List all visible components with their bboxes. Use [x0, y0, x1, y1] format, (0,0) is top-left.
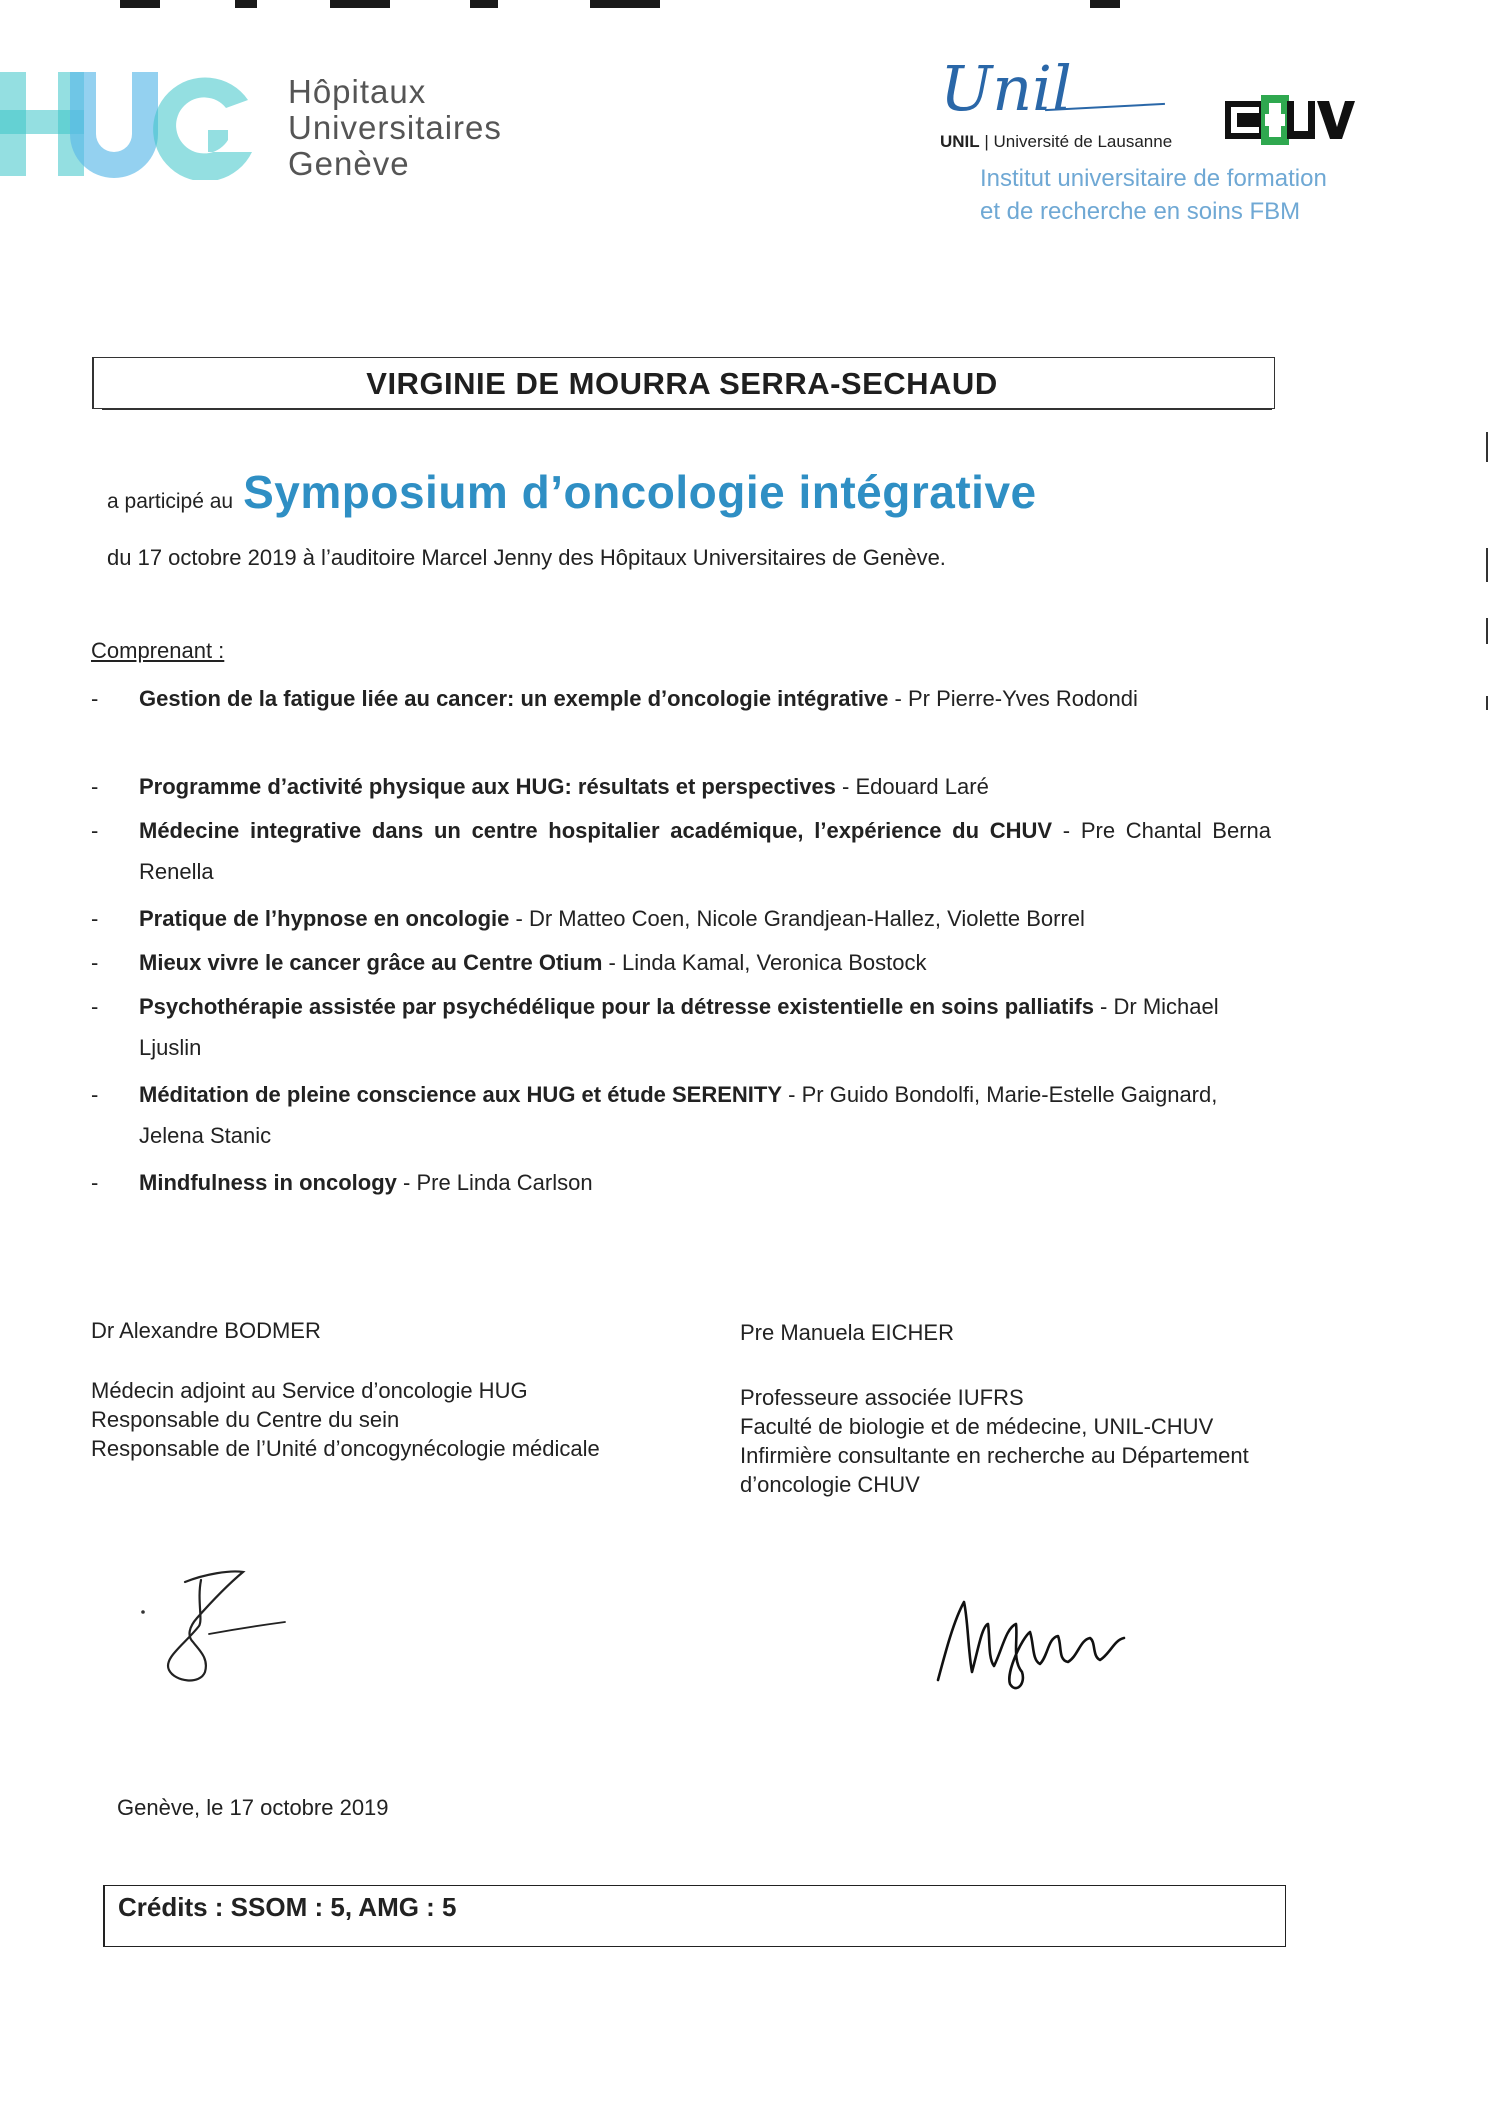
program-item-title: Psychothérapie assistée par psychédélique pour la détresse existentielle en soins palliatifs	[139, 994, 1094, 1019]
list-dash: -	[91, 774, 99, 799]
list-dash: -	[91, 686, 99, 711]
program-item: - Psychothérapie assistée par psychédélique pour la détresse existentielle en soins palliatifs - Dr Michael Ljuslin	[91, 986, 1271, 1068]
participant-name: VIRGINIE DE MOURRA SERRA-SECHAUD	[366, 366, 998, 401]
program-item-speakers: Dr Michael Ljuslin	[139, 994, 1219, 1060]
program-item-title: Pratique de l’hypnose en oncologie	[139, 906, 510, 931]
unil-label	[940, 132, 1172, 152]
event-dateline: du 17 octobre 2019 à l’auditoire Marcel Jenny des Hôpitaux Universitaires de Genève.	[107, 545, 946, 570]
list-dash: -	[91, 950, 99, 975]
program-item-title: Mindfulness in oncology	[139, 1170, 397, 1195]
event-title: Symposium d’oncologie intégrative	[243, 466, 1037, 518]
credits-text: Crédits : SSOM : 5, AMG : 5	[118, 1892, 457, 1922]
program-item: - Pratique de l’hypnose en oncologie - Dr Matteo Coen, Nicole Grandjean-Hallez, Violette Borrel	[91, 898, 1271, 939]
program-item: - Mieux vivre le cancer grâce au Centre Otium - Linda Kamal, Veronica Bostock	[91, 942, 1271, 983]
scan-artifact	[1090, 0, 1120, 8]
event-intro: a participé au	[107, 490, 234, 513]
unil-script-logo: Unil	[940, 52, 1072, 125]
signature-left	[135, 1560, 295, 1690]
scan-artifact	[1486, 696, 1488, 710]
program-item: - Mindfulness in oncology - Pre Linda Carlson	[91, 1162, 1271, 1203]
place-date: Genève, le 17 octobre 2019	[117, 1795, 389, 1820]
signatory-role: Responsable de l’Unité d’oncogynécologie médicale	[91, 1436, 600, 1461]
signatory-left-name: Dr Alexandre BODMER	[91, 1318, 321, 1343]
scan-artifact	[1486, 432, 1488, 462]
name-box-rule	[102, 408, 1272, 410]
unil-label-rest: | Université de Lausanne	[979, 132, 1173, 151]
scan-artifact	[470, 0, 498, 8]
program-heading: Comprenant :	[91, 638, 225, 663]
institut-line: Institut universitaire de formation	[980, 165, 1327, 192]
hug-logo	[0, 70, 255, 180]
event-heading	[107, 465, 1037, 519]
unil-label-bold: UNIL	[940, 132, 980, 151]
signatory-role: Infirmière consultante en recherche au Département	[740, 1443, 1249, 1468]
scan-artifact	[590, 0, 660, 8]
chuv-logo	[1225, 95, 1355, 145]
list-dash: -	[91, 1082, 99, 1107]
scan-artifact	[235, 0, 257, 8]
program-item-speakers: Edouard Laré	[855, 774, 989, 799]
program-item-title: Méditation de pleine conscience aux HUG et étude SERENITY	[139, 1082, 783, 1107]
program-item-speakers: Pr Guido Bondolfi, Marie-Estelle Gaignard, Jelena Stanic	[139, 1082, 1218, 1148]
signature-right	[930, 1580, 1150, 1700]
program-item-title: Programme d’activité physique aux HUG: résultats et perspectives	[139, 774, 836, 799]
scan-artifact	[330, 0, 390, 8]
hug-name-line: Hôpitaux	[288, 73, 427, 110]
program-item: - Programme d’activité physique aux HUG: résultats et perspectives - Edouard Laré	[91, 766, 1271, 807]
list-dash: -	[91, 818, 99, 843]
hug-name	[288, 74, 502, 182]
program-item: - Méditation de pleine conscience aux HUG et étude SERENITY - Pr Guido Bondolfi, Marie-Estelle Gaignard, Jelena Stanic	[91, 1074, 1271, 1156]
scan-artifact	[120, 0, 160, 8]
hug-name-line: Genève	[288, 145, 410, 182]
list-dash: -	[91, 994, 99, 1019]
signatory-left-roles	[91, 1376, 600, 1463]
hug-name-line: Universitaires	[288, 109, 502, 146]
program-item-speakers: Pre Chantal Berna Renella	[139, 818, 1271, 884]
institut-line: et de recherche en soins FBM	[980, 198, 1301, 225]
list-dash: -	[91, 906, 99, 931]
list-dash: -	[91, 1170, 99, 1195]
signatory-role: Faculté de biologie et de médecine, UNIL-CHUV	[740, 1414, 1214, 1439]
program-item-speakers: Dr Matteo Coen, Nicole Grandjean-Hallez, Violette Borrel	[528, 906, 1085, 931]
scan-artifact	[1486, 548, 1488, 582]
signatory-right-name: Pre Manuela EICHER	[740, 1320, 954, 1345]
program-item-speakers: Linda Kamal, Veronica Bostock	[621, 950, 927, 975]
signatory-role: Responsable du Centre du sein	[91, 1407, 400, 1432]
signatory-role: Médecin adjoint au Service d’oncologie HUG	[91, 1378, 528, 1403]
signatory-role: Professeure associée IUFRS	[740, 1385, 1024, 1410]
institut-label	[980, 162, 1327, 228]
program-item-title: Mieux vivre le cancer grâce au Centre Otium	[139, 950, 603, 975]
program-item-speakers: Pre Linda Carlson	[416, 1170, 593, 1195]
signatory-right-roles	[740, 1383, 1249, 1499]
program-item: - Médecine integrative dans un centre hospitalier académique, l’expérience du CHUV - Pre Chantal Berna Renella	[91, 810, 1271, 892]
scan-artifact	[1486, 618, 1488, 644]
signatory-role: d’oncologie CHUV	[740, 1472, 920, 1497]
program-item-title: Médecine integrative dans un centre hospitalier académique, l’expérience du CHUV	[139, 818, 1053, 843]
program-item-speakers: Pr Pierre-Yves Rodondi	[907, 686, 1138, 711]
program-item-title: Gestion de la fatigue liée au cancer: un exemple d’oncologie intégrative	[139, 686, 889, 711]
program-item: - Gestion de la fatigue liée au cancer: un exemple d’oncologie intégrative - Pr Pierre-Yves Rodondi	[91, 678, 1271, 719]
